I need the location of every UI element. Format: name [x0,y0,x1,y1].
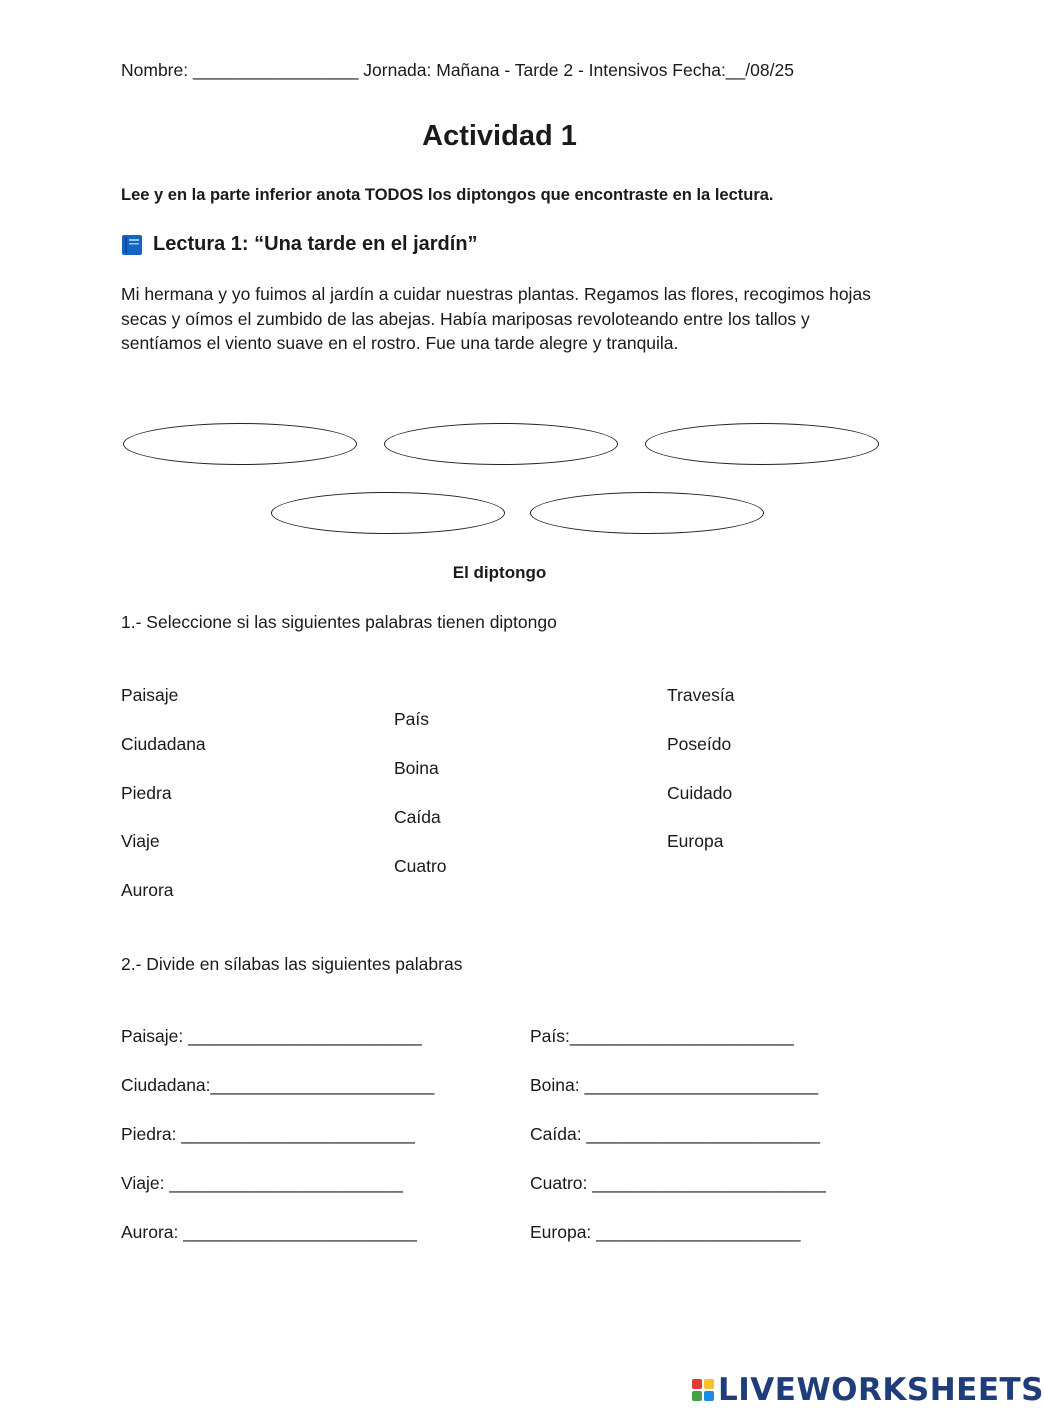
syllable-field-boina[interactable]: Boina: ________________________ [530,1075,819,1095]
answer-box-4[interactable] [271,492,505,534]
answer-box-2[interactable] [384,423,618,465]
q1-word-travesia[interactable]: Travesía [667,685,735,705]
syllable-field-caida[interactable]: Caída: ________________________ [530,1124,821,1144]
logo-square-yellow [704,1379,714,1389]
syllable-field-aurora[interactable]: Aurora: ________________________ [121,1222,417,1242]
syllable-field-pais[interactable]: País:_______________________ [530,1026,794,1046]
q1-word-cuidado[interactable]: Cuidado [667,783,733,803]
syllable-field-viaje[interactable]: Viaje: ________________________ [121,1173,403,1193]
reading-title-text: Lectura 1: “Una tarde en el jardín” [153,233,478,255]
blue-book-icon [121,234,143,256]
answer-box-5[interactable] [530,492,764,534]
syllable-field-piedra[interactable]: Piedra: ________________________ [121,1124,415,1144]
logo-square-red [692,1379,702,1389]
syllable-field-europa[interactable]: Europa: _____________________ [530,1222,801,1242]
q1-word-poseido[interactable]: Poseído [667,734,732,754]
logo-squares-icon [692,1379,714,1401]
q1-word-aurora[interactable]: Aurora [121,880,174,900]
page-title: Actividad 1 [422,120,577,152]
syllable-field-paisaje[interactable]: Paisaje: ________________________ [121,1026,422,1046]
liveworksheets-logo [692,1372,1044,1408]
q1-word-piedra[interactable]: Piedra [121,783,172,803]
q1-word-paisaje[interactable]: Paisaje [121,685,179,705]
header-line: Nombre: _________________ Jornada: Mañana - Tarde 2 - Intensivos Fecha:__/08/25 [121,60,794,80]
question-1-prompt: 1.- Seleccione si las siguientes palabras tienen diptongo [121,612,557,632]
instruction-text: Lee y en la parte inferior anota TODOS los diptongos que encontraste en la lectura. [121,186,774,204]
q1-word-viaje[interactable]: Viaje [121,831,160,851]
q1-word-cuatro[interactable]: Cuatro [394,856,447,876]
q1-word-boina[interactable]: Boina [394,758,439,778]
reading-title [121,233,478,256]
syllable-field-ciudadana[interactable]: Ciudadana:_______________________ [121,1075,435,1095]
q1-word-europa[interactable]: Europa [667,831,724,851]
logo-square-green [692,1391,702,1401]
answer-box-1[interactable] [123,423,357,465]
section-title: El diptongo [452,563,547,582]
answer-box-3[interactable] [645,423,879,465]
q1-word-caida[interactable]: Caída [394,807,441,827]
q1-word-pais[interactable]: País [394,709,430,729]
logo-square-blue [704,1391,714,1401]
logo-text: LIVEWORKSHEETS [718,1372,1044,1408]
syllable-field-cuatro[interactable]: Cuatro: ________________________ [530,1173,826,1193]
reading-paragraph: Mi hermana y yo fuimos al jardín a cuidar nuestras plantas. Regamos las flores, recogimos hojas secas y oímos el zumbido de las abejas. Había mariposas revoloteando entre los tallos y sentíamos el viento suave en el rostro. Fue una tarde alegre y tranquila. [121,284,871,353]
q1-word-ciudadana[interactable]: Ciudadana [121,734,206,754]
question-2-prompt: 2.- Divide en sílabas las siguientes palabras [121,954,463,974]
